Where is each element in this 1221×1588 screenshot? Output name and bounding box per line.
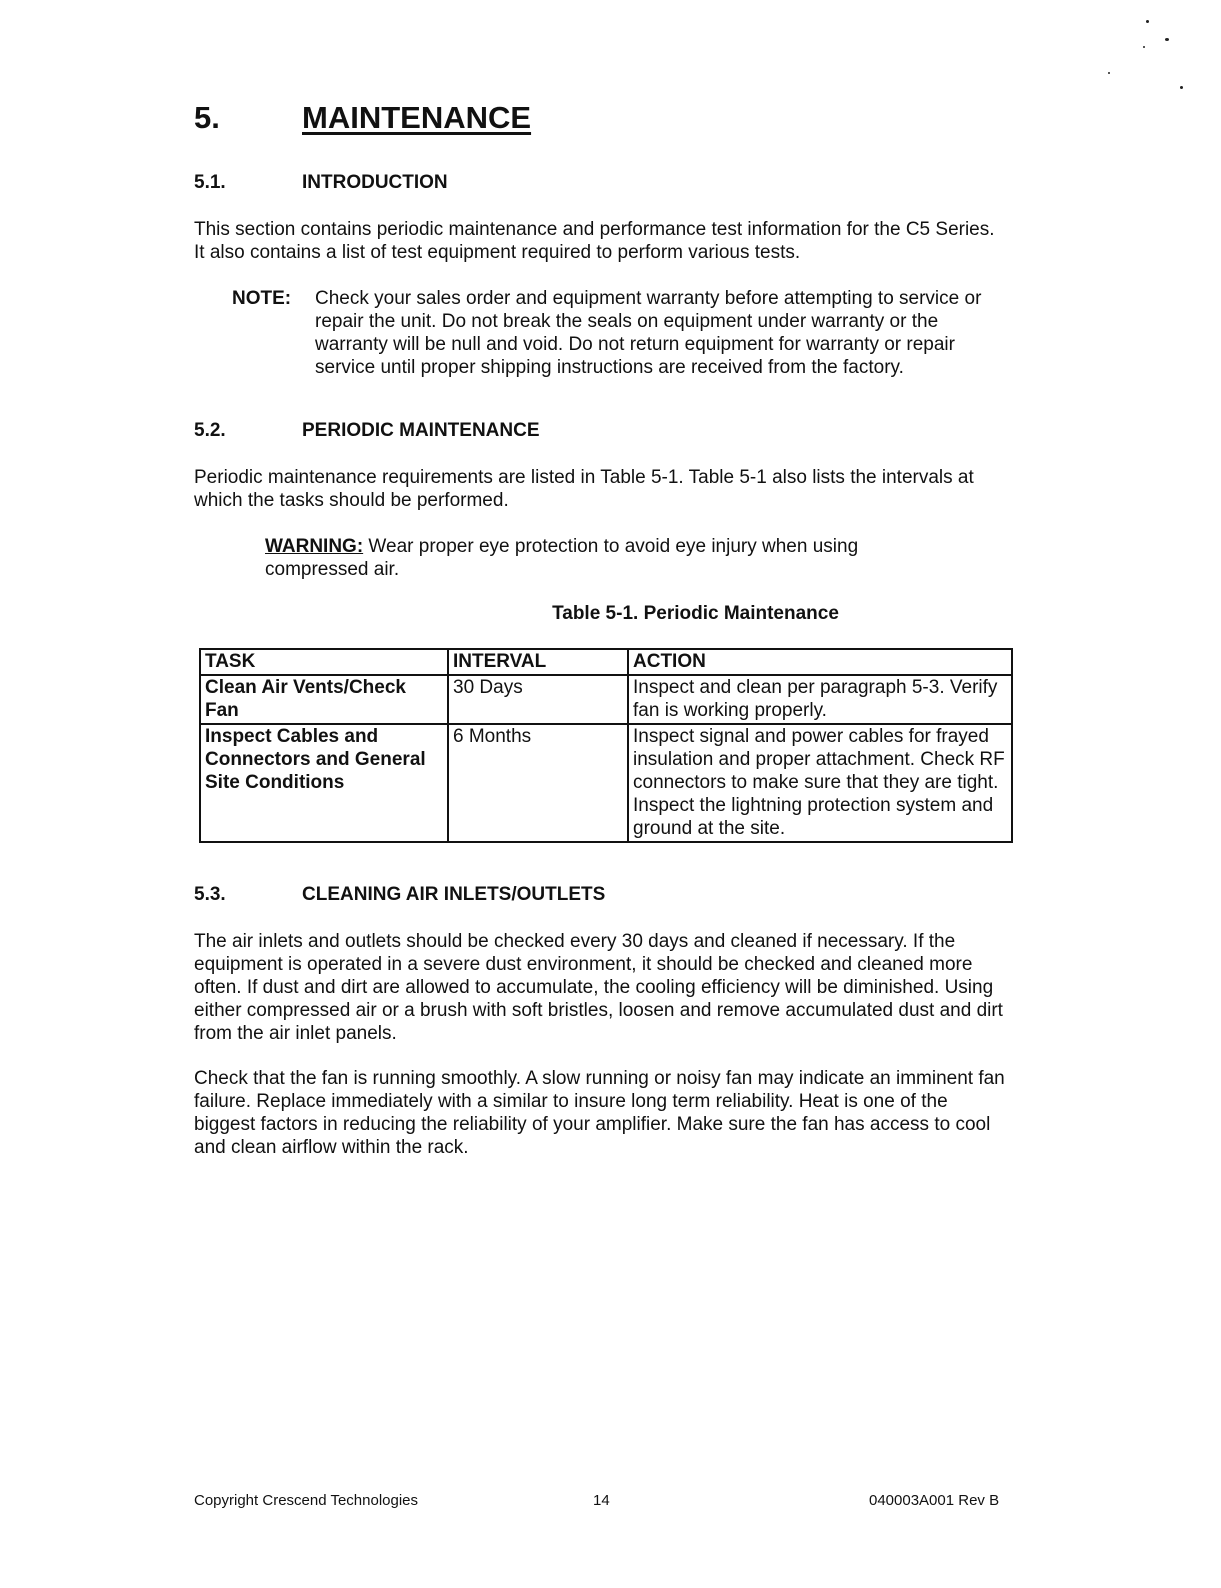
- footer-page-number: 14: [593, 1492, 610, 1509]
- action-cell: Inspect signal and power cables for frayed insulation and proper attachment. Check RF connectors to make sure that they are tight. Inspect the lightning protection system and ground at the site.: [628, 724, 1012, 842]
- table-header-row: [200, 649, 1012, 675]
- warning-block: [265, 535, 925, 581]
- scan-speck: [1143, 46, 1145, 48]
- scan-speck: [1146, 20, 1149, 23]
- cleaning-paragraph-2: Check that the fan is running smoothly. A slow running or noisy fan may indicate an imminent fan failure. Replace immediately with a similar to insure long term reliability. Heat is one of the biggest factors in reducing the reliability of your amplifier. Make sure the fan has access to cool and clean airflow within the rack.: [194, 1068, 1005, 1158]
- section-title: MAINTENANCE: [302, 100, 532, 135]
- section-number: 5.: [194, 100, 220, 135]
- scan-speck: [1180, 86, 1183, 89]
- scan-speck: [1165, 38, 1169, 41]
- table-row: [200, 675, 1012, 724]
- warning-text: Wear proper eye protection to avoid eye injury when using compressed air.: [265, 536, 859, 580]
- note-label: NOTE:: [232, 288, 292, 309]
- column-header-task: TASK: [200, 649, 448, 675]
- note-text: Check your sales order and equipment warranty before attempting to service or repair the unit. Do not break the seals on equipment under warranty or the warranty will be null and void. Do not return equipment for warranty or repair service until proper shipping instructions are received from the factory.: [315, 288, 982, 378]
- intro-paragraph: This section contains periodic maintenance and performance test information for the C5 Series. It also contains a list of test equipment required to perform various tests.: [194, 219, 995, 263]
- subsection-title: CLEANING AIR INLETS/OUTLETS: [302, 884, 606, 905]
- interval-cell: 6 Months: [448, 724, 628, 842]
- scan-speck: [1108, 72, 1110, 74]
- subsection-title: PERIODIC MAINTENANCE: [302, 420, 540, 441]
- subsection-number: 5.2.: [194, 420, 226, 441]
- footer-document-id: 040003A001 Rev B: [869, 1492, 1000, 1509]
- table-row: [200, 724, 1012, 842]
- footer-copyright: Copyright Crescend Technologies: [194, 1492, 419, 1509]
- cleaning-paragraph-1: The air inlets and outlets should be checked every 30 days and cleaned if necessary. If the equipment is operated in a severe dust environment, it should be checked and cleaned more often. If dust and dirt are allowed to accumulate, the cooling efficiency will be diminished. Using either compressed air or a brush with soft bristles, loosen and remove accumulated dust and dirt from the air inlet panels.: [194, 931, 1003, 1044]
- maintenance-table: [199, 648, 1013, 843]
- subsection-title: INTRODUCTION: [302, 172, 448, 193]
- column-header-action: ACTION: [628, 649, 1012, 675]
- warning-label: WARNING:: [265, 536, 364, 557]
- periodic-paragraph: Periodic maintenance requirements are listed in Table 5-1. Table 5-1 also lists the intervals at which the tasks should be performed.: [194, 467, 974, 511]
- column-header-interval: INTERVAL: [448, 649, 628, 675]
- subsection-number: 5.3.: [194, 884, 226, 905]
- action-cell: Inspect and clean per paragraph 5-3. Verify fan is working properly.: [628, 675, 1012, 724]
- table-caption: Table 5-1. Periodic Maintenance: [552, 603, 839, 624]
- interval-cell: 30 Days: [448, 675, 628, 724]
- subsection-number: 5.1.: [194, 172, 226, 193]
- task-cell: Clean Air Vents/Check Fan: [200, 675, 448, 724]
- task-cell: Inspect Cables and Connectors and General Site Conditions: [200, 724, 448, 842]
